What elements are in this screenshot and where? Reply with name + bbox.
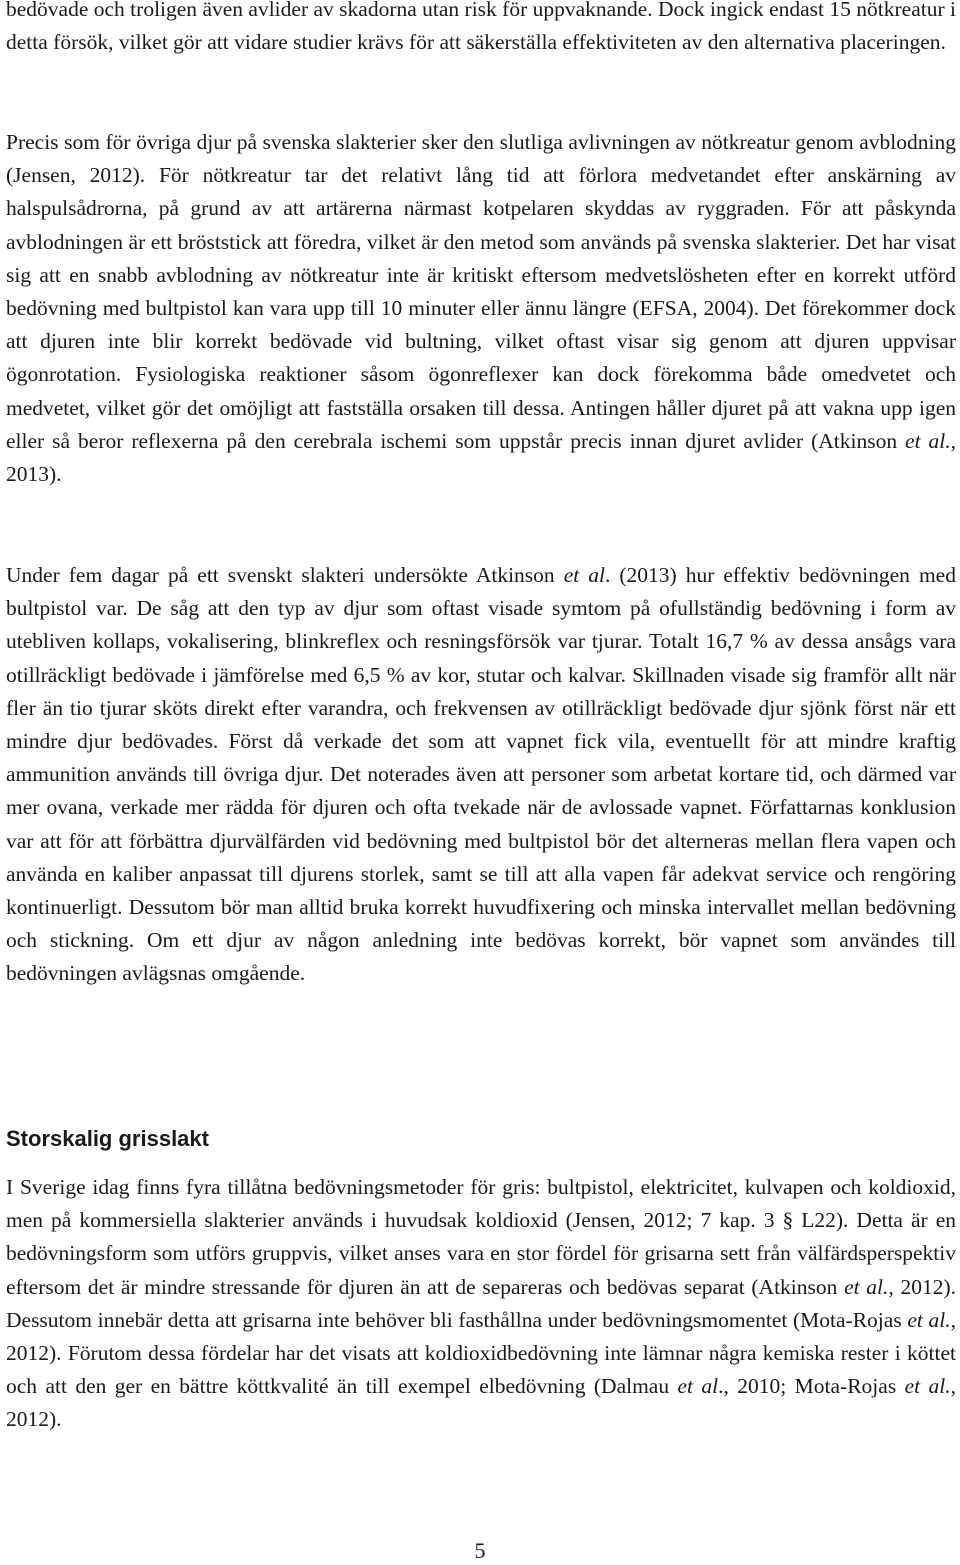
- italic-citation: et al.: [904, 1374, 951, 1399]
- italic-citation: et al: [563, 563, 605, 587]
- paragraph-text: . (2013) hur effektiv bedövningen med bultpistol var. De såg att den typ av djur som oftast visade symtom på ofullständig bedövning i form av utebliven kollaps, vokalisering, blinkreflex och resningsförsök var tjurar. Totalt 16,7 % av dessa ansågs vara otillräckligt bedövade i jämförelse med 6,5 % av kor, stutar och kalvar. Skillnaden visade sig framför allt när fler än tio tjurar sköts direkt efter varandra, och frekvensen av otillräckligt bedövade djur sjönk först när ett mindre djur bedövades. Först då verkade det som att vapnet fick vila, eventuellt för att mindre kraftig ammunition används till övriga djur. Det noterades även att personer som arbetat kortare tid, och därmed var mer ovana, verkade mer rädda för djuren och ofta tvekade när de avlossade vapnet. Författarnas konklusion var att för att förbättra djurvälfärden vid bedövning med bultpistol bör det alterneras mellan flera vapen och använda en kaliber anpassat till djurens storlek, samt se till att alla vapen får adekvat service och rengöring kontinuerligt. Dessutom bör man alltid bruka korrekt huvudfixering och minska intervallet mellan bedövning och stickning. Om ett djur av någon anledning inte bedövas korrekt, bör vapnet som användes till bedövningen avlägsnas omgående.: [6, 563, 956, 986]
- paragraph-intro-continuation: [6, 0, 956, 59]
- paragraph-text: Precis som för övriga djur på svenska slakterier sker den slutliga avlivningen av nötkreatur genom avblodning (Jensen, 2012). För nötkreatur tar det relativt lång tid att förlora medvetandet efter anskärning av halspulsådrorna, på grund av att artärerna närmast kotpelaren skyddas av ryggraden. För att påskynda avblodningen är ett bröststick att föredra, vilket är den metod som används på svenska slakterier. Det har visat sig att en snabb avblodning av nötkreatur inte är kritiskt eftersom medvetslösheten efter en korrekt utförd bedövning med bultpistol kan vara upp till 10 minuter eller ännu längre (EFSA, 2004). Det förekommer dock att djuren inte blir korrekt bedövade vid bultning, vilket oftast visar sig genom att djuren uppvisar ögonrotation. Fysiologiska reaktioner såsom ögonreflexer kan dock förekomma både omedvetet och medvetet, vilket gör det omöjligt att fastställa orsaken till dessa. Antingen håller djuret på att vakna upp igen eller så beror reflexerna på den cerebrala ischemi som uppstår precis innan djuret avlider (Atkinson: [6, 130, 956, 453]
- paragraph-text: I Sverige idag finns fyra tillåtna bedövningsmetoder för gris: bultpistol, elektricitet, kulvapen och koldioxid, men på kommersiella slakterier används i huvudsak koldioxid (Jensen, 2012; 7 kap. 3 § L22). Detta är en bedövningsform som utförs gruppvis, vilket anses vara en stor fördel för grisarna sett från välfärdsperspektiv eftersom det är mindre stressande för djuren än att de separeras och bedövas separat (Atkinson: [6, 1175, 956, 1299]
- paragraph-text: ., 2010; Mota-Rojas: [718, 1374, 905, 1399]
- italic-citation: et al.: [844, 1274, 889, 1299]
- paragraph-text: , 2013).: [6, 428, 956, 487]
- paragraph-text: , 2012). Dessutom innebär detta att grisarna inte behöver bli fasthållna under bedövningsmomentet (Mota-Rojas: [6, 1274, 956, 1332]
- italic-citation: et al.: [905, 428, 951, 453]
- paragraph-grisslakt: [6, 1171, 956, 1437]
- paragraph-avblodning: [6, 126, 956, 491]
- page-number: 5: [474, 1538, 486, 1563]
- italic-citation: et al: [677, 1374, 719, 1399]
- section-heading: Storskalig grisslakt: [6, 1126, 209, 1151]
- paragraph-text: , 2012). Förutom dessa fördelar har det visats att koldioxidbedövning inte lämnar några kemiska rester i köttet och att den ger en bättre köttkvalité än till exempel elbedövning (Dalmau: [6, 1307, 956, 1399]
- paragraph-text: , 2012).: [6, 1374, 956, 1432]
- italic-citation: et al.: [907, 1307, 951, 1332]
- paragraph-text: bedövade och troligen även avlider av skadorna utan risk för uppvaknande. Dock ingick endast 15 nötkreatur i detta försök, vilket gör att vidare studier krävs för att säkerställa effektiviteten av den alternativa placeringen.: [6, 0, 956, 55]
- paragraph-text: Under fem dagar på ett svenskt slakteri undersökte Atkinson: [6, 563, 564, 587]
- paragraph-atkinson-study: [6, 559, 956, 991]
